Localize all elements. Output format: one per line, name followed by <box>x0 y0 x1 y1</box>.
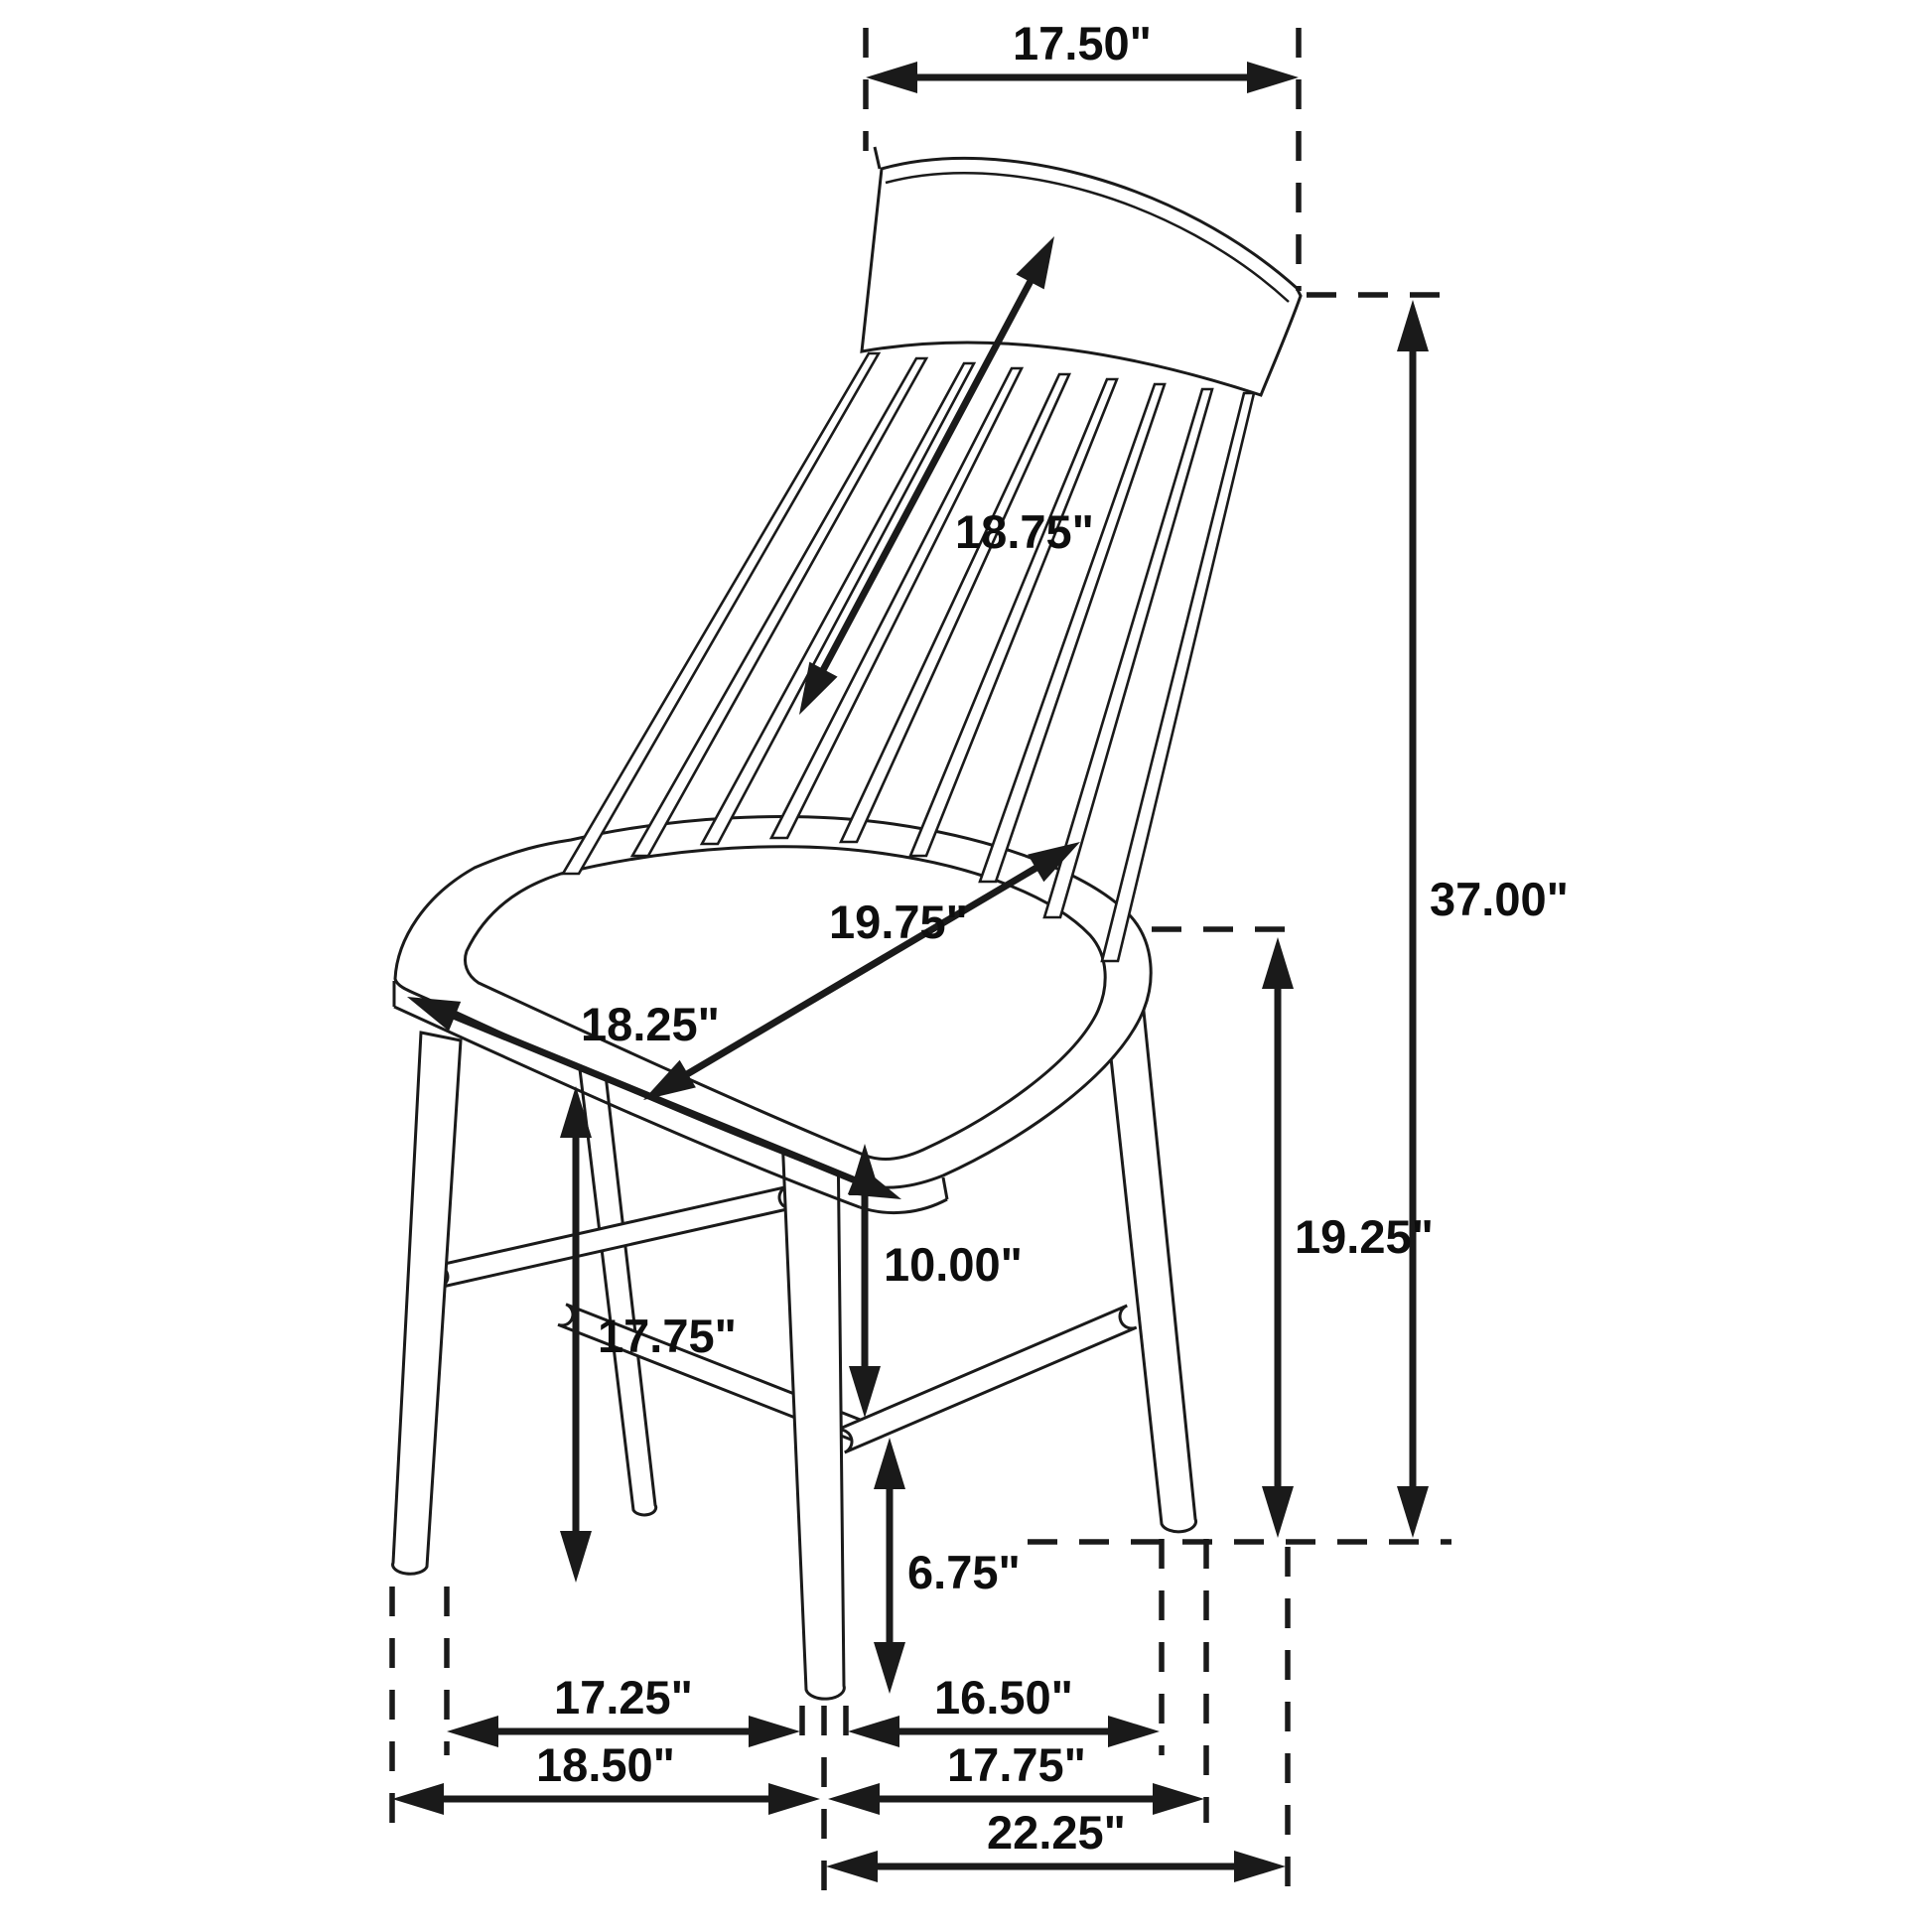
chair-right-side-stretcher <box>835 1306 1136 1452</box>
dim-arrowhead-overall-depth-2 <box>1234 1851 1286 1882</box>
dim-arrowhead-front-leg-spacing-inner-2 <box>749 1716 800 1747</box>
chair-seat-right-edge <box>943 1177 947 1199</box>
dim-arrowhead-overall-height-1 <box>1397 300 1429 351</box>
dim-arrowhead-seat-to-stretcher-2 <box>849 1366 881 1418</box>
dimension-overall-height <box>1397 300 1569 1538</box>
dim-arrowhead-top-rail-width-1 <box>866 62 917 93</box>
dim-arrowhead-side-leg-spacing-outer-1 <box>828 1783 880 1815</box>
dim-arrowhead-seat-back-height-2 <box>1262 1486 1294 1538</box>
dim-label-front-leg-spacing-inner: 17.25" <box>554 1671 693 1724</box>
dim-arrowhead-overall-height-2 <box>1397 1486 1429 1538</box>
dim-arrowhead-front-leg-spacing-inner-1 <box>447 1716 498 1747</box>
dim-label-seat-to-stretcher: 10.00" <box>884 1238 1023 1291</box>
chair-seat-top <box>395 817 1151 1188</box>
dim-arrowhead-seat-front-height-2 <box>560 1531 592 1583</box>
dim-arrowhead-side-leg-spacing-outer-2 <box>1153 1783 1204 1815</box>
dim-arrowhead-overall-depth-1 <box>826 1851 878 1882</box>
dim-label-seat-width: 18.25" <box>581 998 720 1050</box>
dim-label-backrest-length: 18.75" <box>955 505 1094 558</box>
dim-label-side-leg-spacing-inner: 16.50" <box>934 1671 1073 1724</box>
dimension-seat-back-height <box>1262 937 1434 1538</box>
dimension-side-leg-spacing-inner <box>848 1671 1160 1747</box>
dim-label-front-leg-spacing-outer: 18.50" <box>536 1738 675 1791</box>
dim-label-stretcher-to-floor: 6.75" <box>907 1546 1021 1598</box>
dim-label-seat-depth: 19.75" <box>829 896 968 948</box>
chair-crest-rail-end-tick <box>875 147 880 169</box>
dim-label-seat-front-height: 17.75" <box>598 1310 737 1362</box>
chair-seat-front-rim-right <box>860 1199 947 1213</box>
dimension-stretcher-to-floor <box>874 1438 1021 1694</box>
chair-spindle-3 <box>702 363 974 844</box>
dim-label-overall-height: 37.00" <box>1430 873 1569 925</box>
dim-arrowhead-seat-back-height-1 <box>1262 937 1294 989</box>
chair-crest-rail <box>862 158 1301 395</box>
dim-label-seat-back-height: 19.25" <box>1295 1210 1434 1263</box>
dim-arrowhead-front-leg-spacing-outer-1 <box>392 1783 444 1815</box>
dim-arrowhead-stretcher-to-floor-1 <box>874 1438 905 1489</box>
chair-front-left-leg <box>393 1033 461 1574</box>
dim-arrowhead-top-rail-width-2 <box>1247 62 1299 93</box>
dim-arrowhead-side-leg-spacing-inner-2 <box>1108 1716 1160 1747</box>
dimension-overall-depth <box>826 1806 1286 1882</box>
dim-label-overall-depth: 22.25" <box>987 1806 1126 1859</box>
dimension-side-leg-spacing-outer <box>828 1738 1204 1815</box>
chair-spindle-4 <box>771 368 1022 838</box>
dim-arrowhead-front-leg-spacing-outer-2 <box>768 1783 820 1815</box>
dim-label-top-rail-width: 17.50" <box>1013 17 1152 69</box>
dimension-front-leg-spacing-inner <box>447 1671 800 1747</box>
dim-arrowhead-side-leg-spacing-inner-1 <box>848 1716 899 1747</box>
dimension-top-rail-width <box>866 17 1299 93</box>
dim-label-side-leg-spacing-outer: 17.75" <box>947 1738 1086 1791</box>
dim-arrowhead-stretcher-to-floor-2 <box>874 1642 905 1694</box>
dimension-front-leg-spacing-outer <box>392 1738 820 1815</box>
